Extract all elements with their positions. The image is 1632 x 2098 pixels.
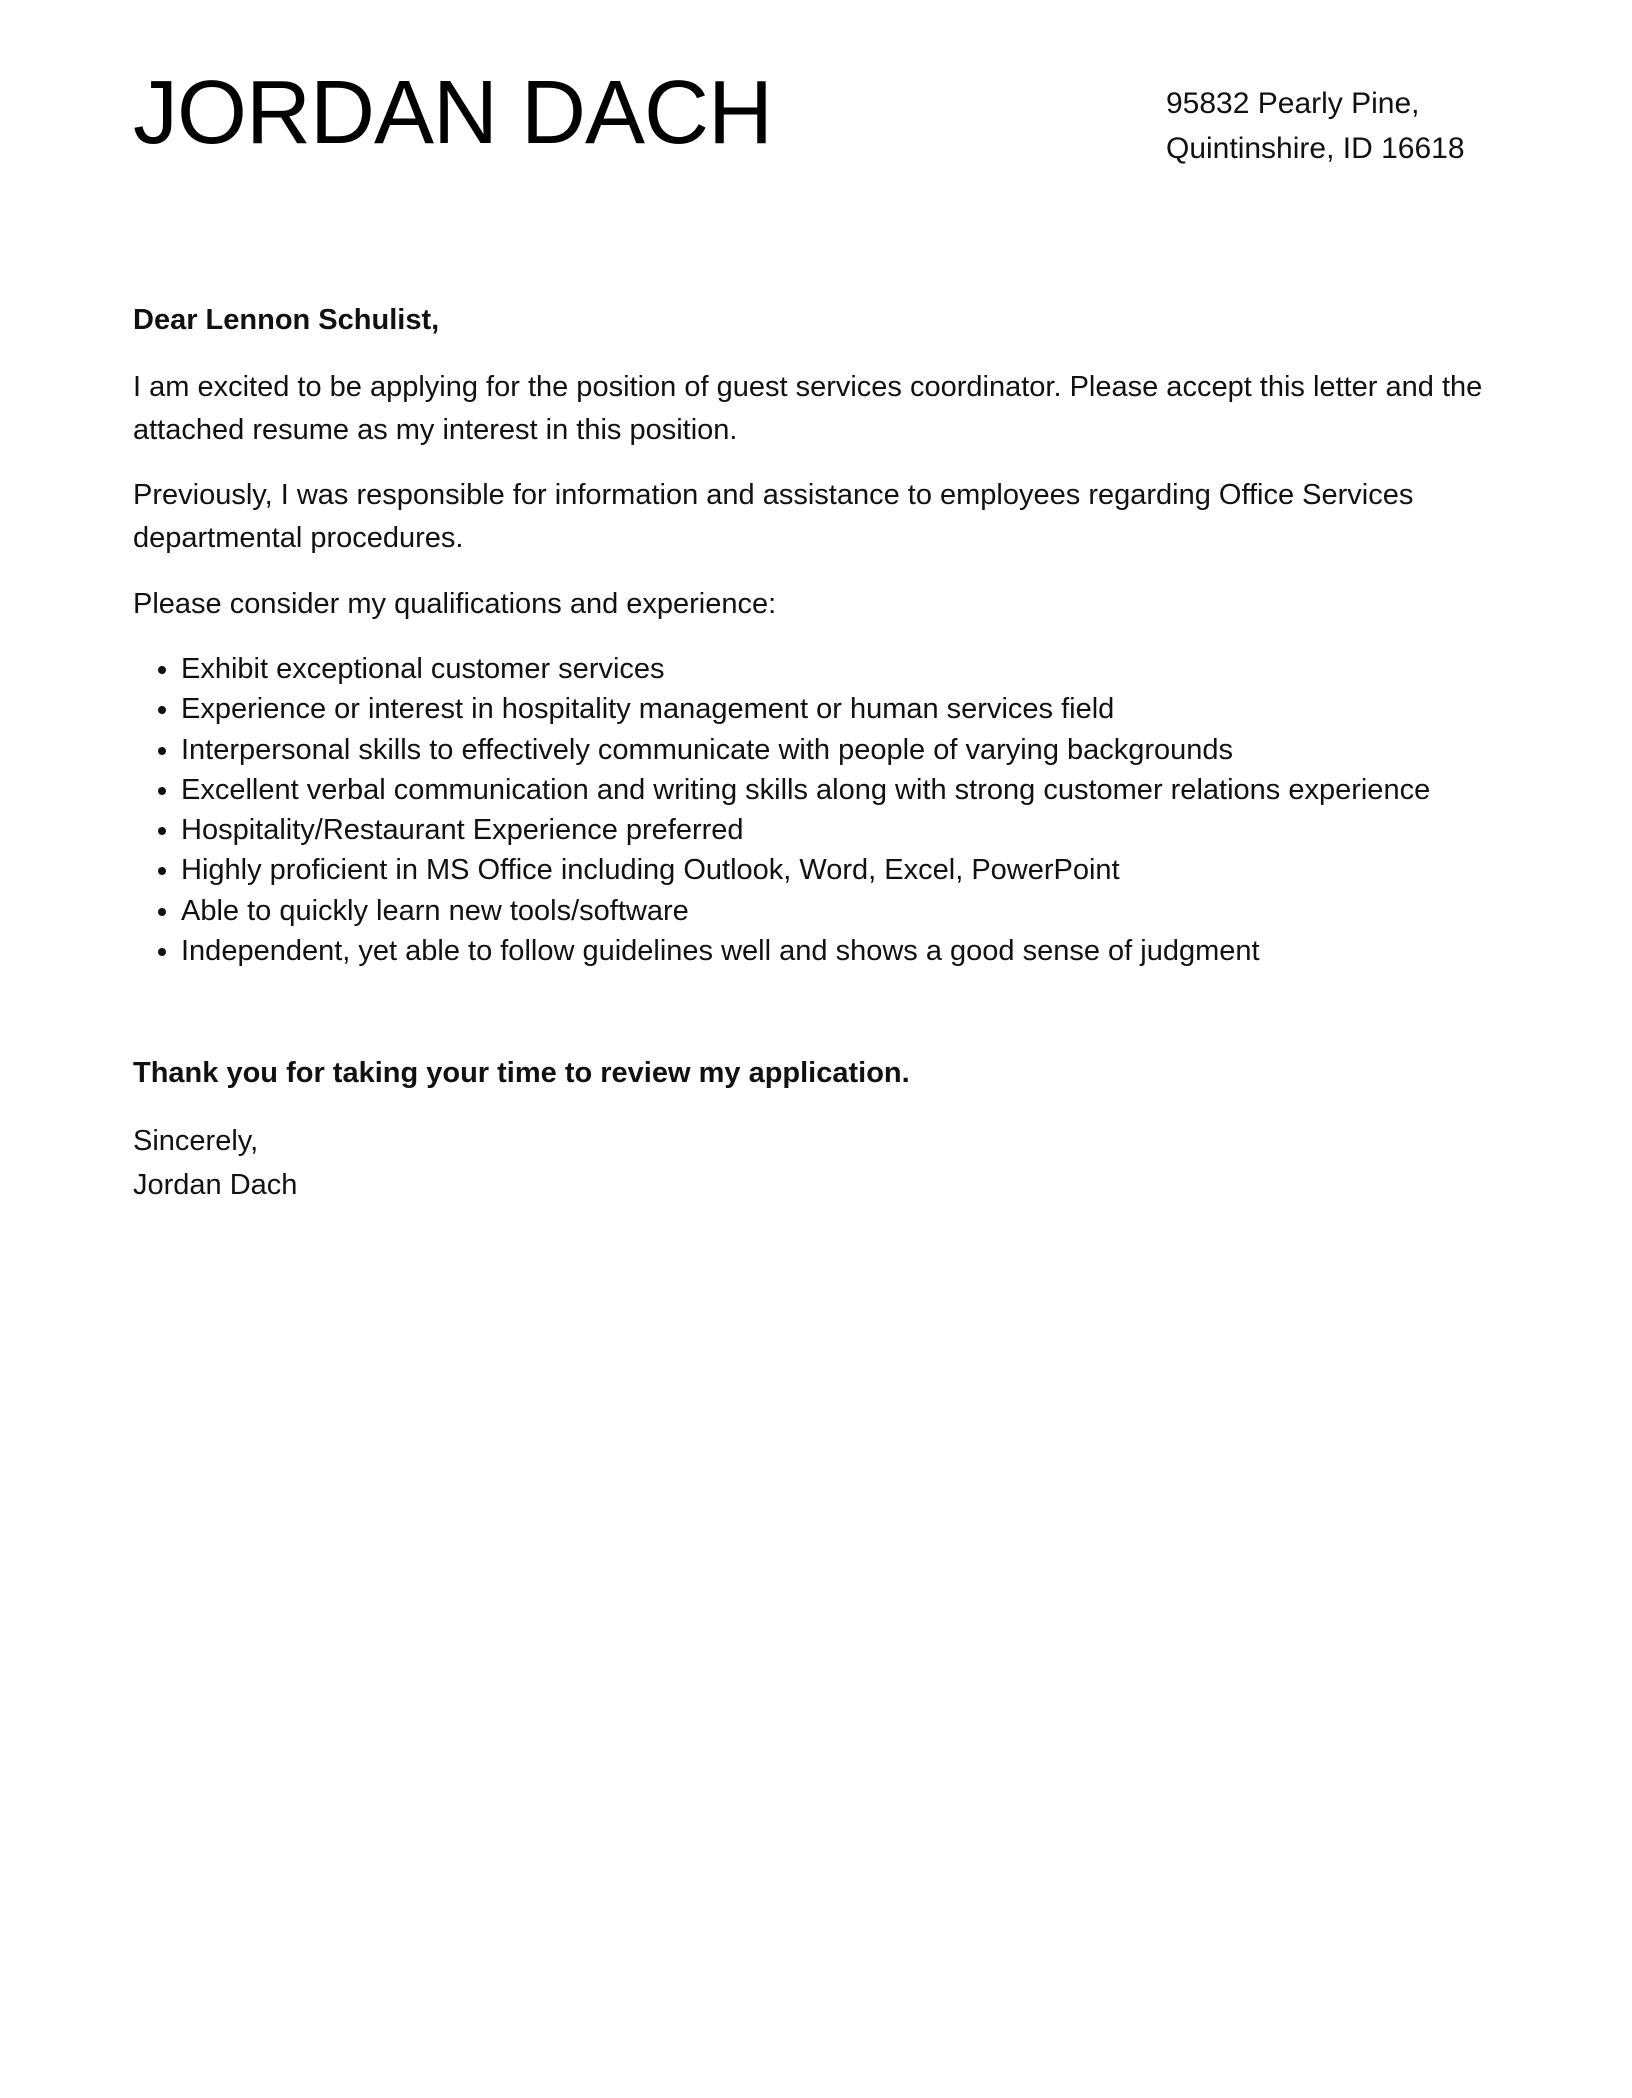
paragraph-intro: I am excited to be applying for the position of guest services coordinator. Please accept this letter and the attached resume as my interest in this position.: [133, 371, 1483, 446]
list-item: Able to quickly learn new tools/software: [133, 891, 1493, 931]
closing: Sincerely,: [133, 1125, 259, 1157]
signature: Jordan Dach: [133, 1169, 298, 1201]
qualifications-list: [133, 649, 1493, 971]
list-item: Exhibit exceptional customer services: [133, 649, 1493, 689]
address-line-1: 95832 Pearly Pine,: [1166, 87, 1420, 120]
address-line-2: Quintinshire, ID 16618: [1166, 132, 1465, 165]
applicant-address: [1166, 81, 1465, 171]
list-item: Hospitality/Restaurant Experience preferred: [133, 810, 1493, 850]
list-item: Interpersonal skills to effectively communicate with people of varying backgrounds: [133, 730, 1493, 770]
paragraph-qualifications: Please consider my qualifications and experience:: [133, 588, 777, 620]
list-item: Highly proficient in MS Office including Outlook, Word, Excel, PowerPoint: [133, 850, 1493, 890]
closing-block: [133, 1119, 1493, 1207]
list-item: Excellent verbal communication and writing skills along with strong customer relations experience: [133, 770, 1493, 810]
list-item: Experience or interest in hospitality management or human services field: [133, 689, 1493, 729]
applicant-name: JORDAN DACH: [133, 63, 773, 163]
salutation: Dear Lennon Schulist,: [133, 304, 440, 336]
paragraph-experience: Previously, I was responsible for information and assistance to employees regarding Office Services departmental procedures.: [133, 479, 1414, 554]
list-item: Independent, yet able to follow guidelines well and shows a good sense of judgment: [133, 931, 1493, 971]
thank-you-line: Thank you for taking your time to review my application.: [133, 1057, 910, 1089]
